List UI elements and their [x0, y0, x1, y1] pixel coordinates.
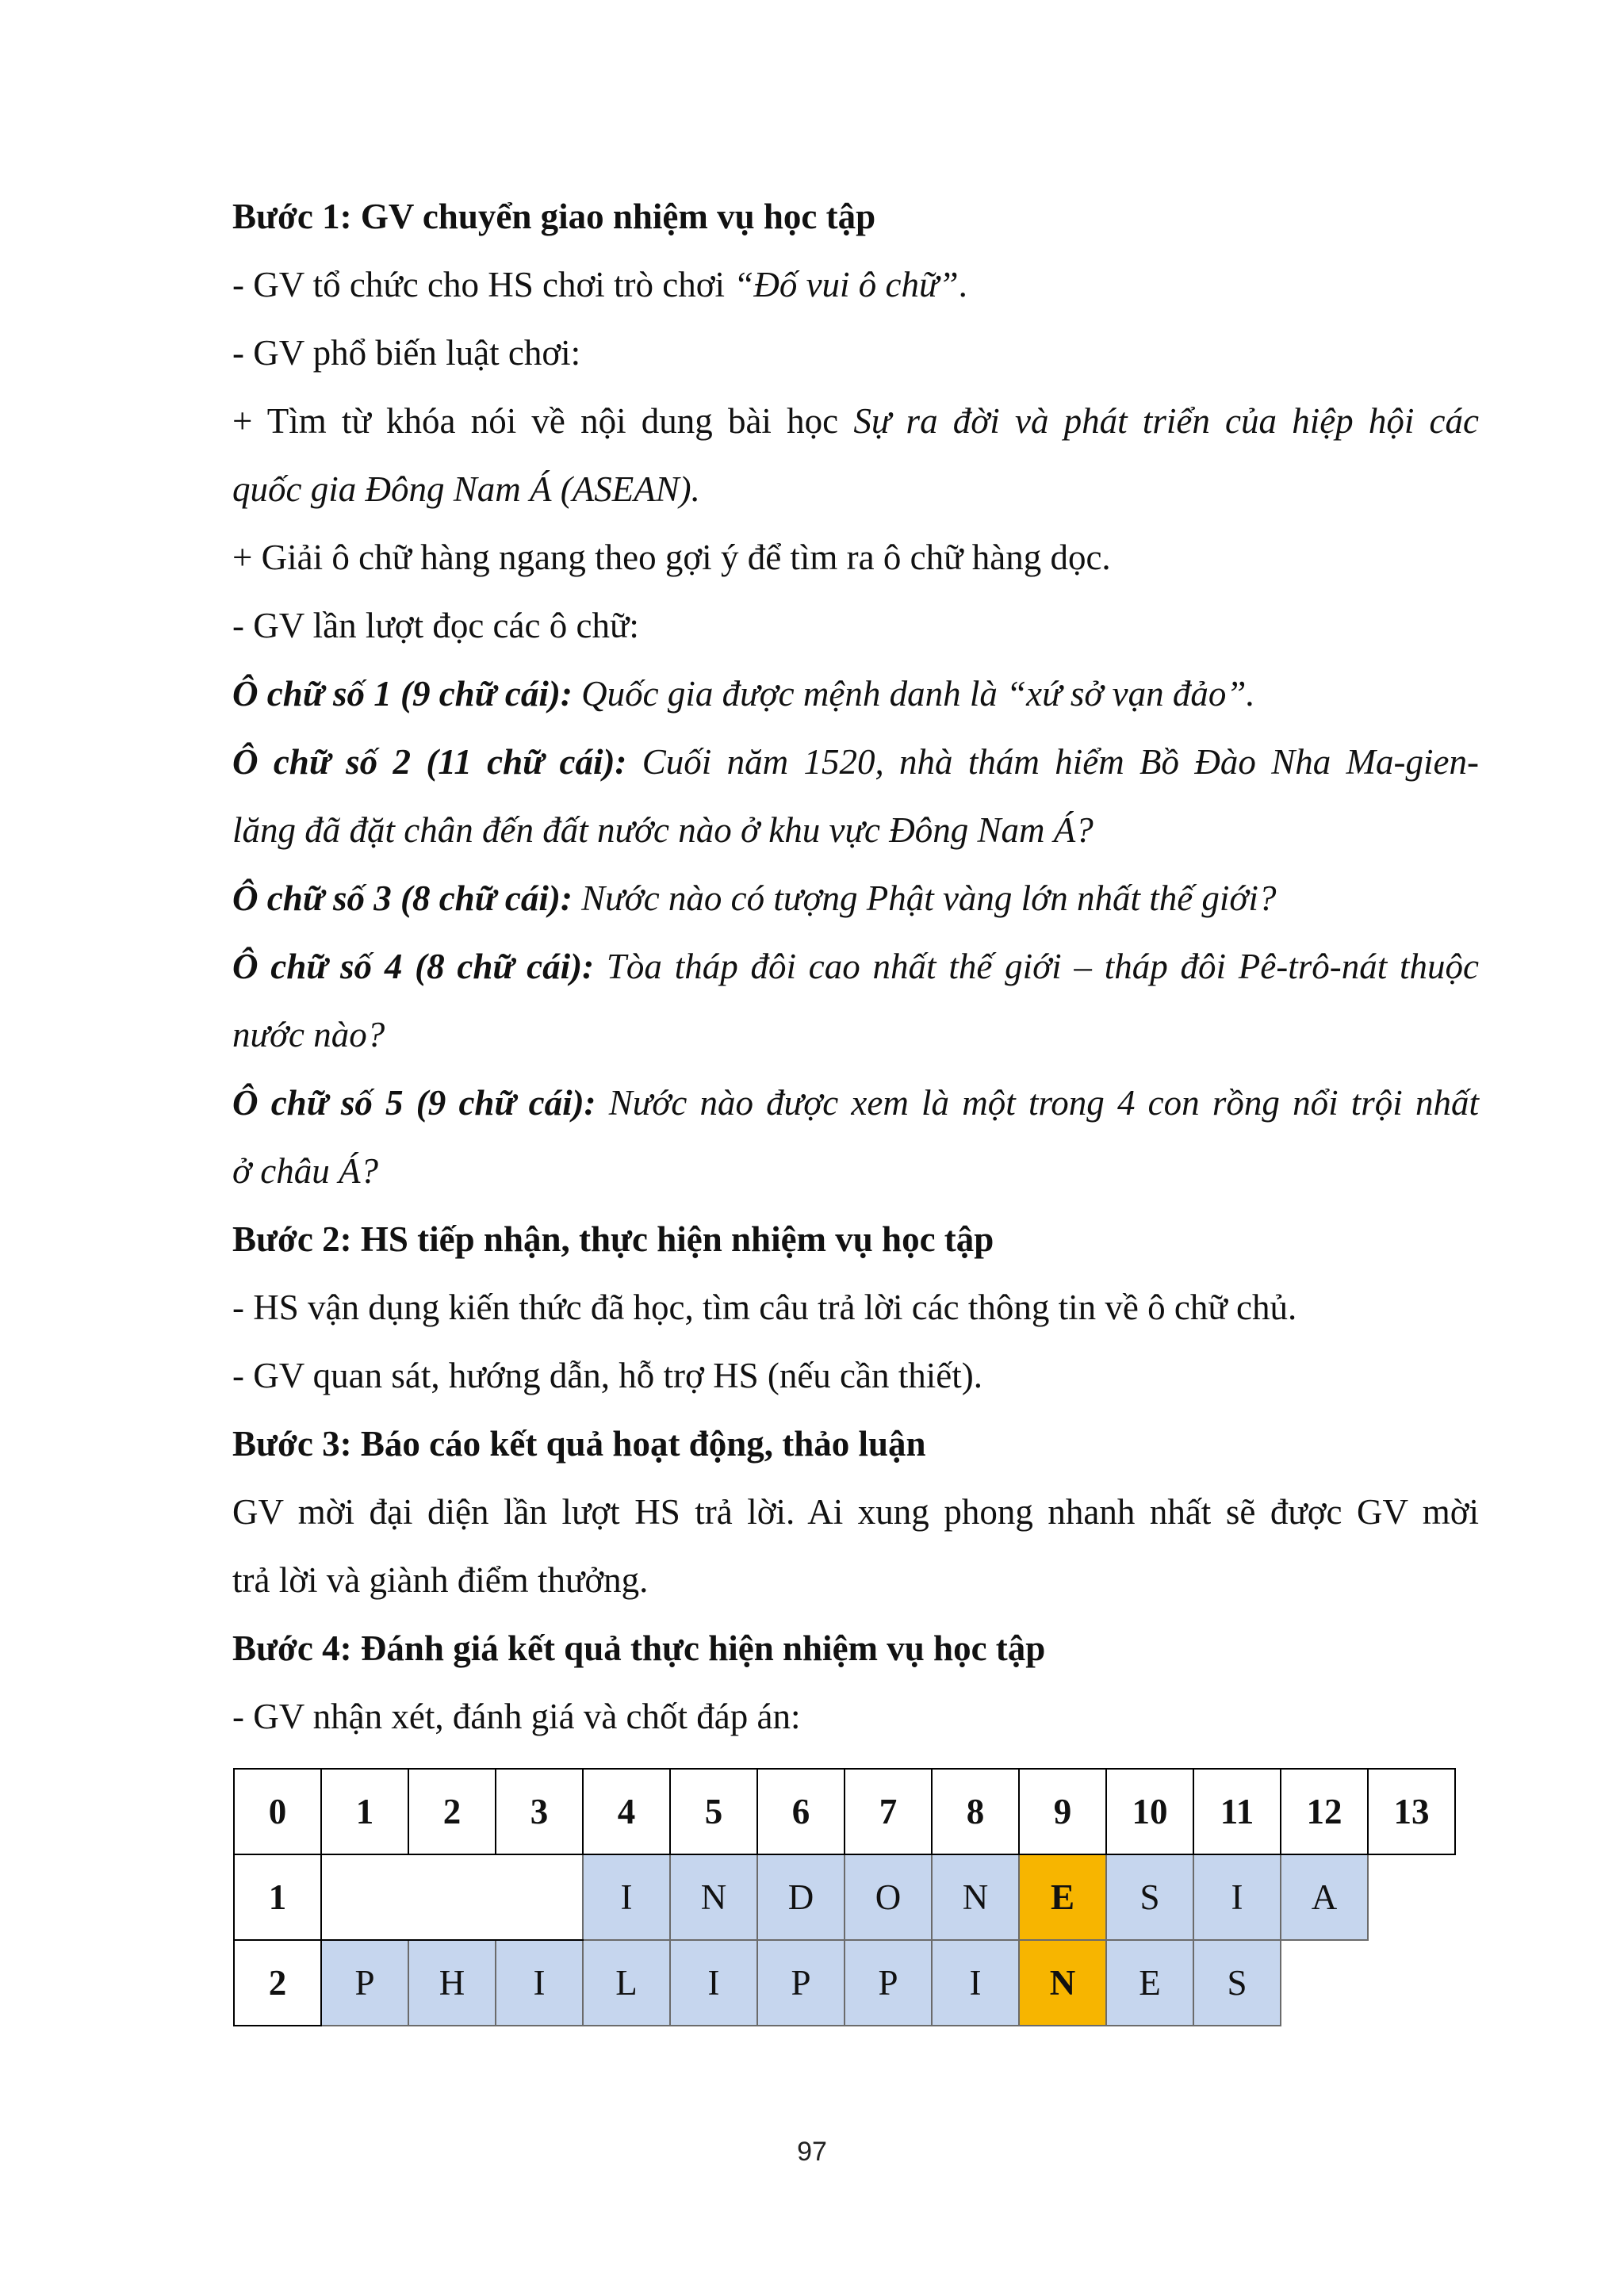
grid-header-cell: 6: [757, 1769, 845, 1854]
paragraph-line: + Giải ô chữ hàng ngang theo gợi ý để tìm ra ô chữ hàng dọc.: [232, 538, 1111, 577]
paragraph-line: - HS vận dụng kiến thức đã học, tìm câu trả lời các thông tin về ô chữ chủ.: [232, 1288, 1297, 1327]
clue-4: [232, 939, 1479, 1007]
step-2-heading: Bước 2: HS tiếp nhận, thực hiện nhiệm vụ học tập: [232, 1219, 994, 1259]
grid-header-row: [234, 1769, 1455, 1854]
grid-header-cell: 4: [583, 1769, 670, 1854]
row-number: 2: [234, 1940, 321, 2026]
page-number: 97: [797, 2137, 827, 2167]
letter-cell: H: [408, 1940, 496, 2026]
clue-3: [232, 871, 1479, 939]
grid-header-cell: 5: [670, 1769, 757, 1854]
paragraph-line: GV mời đại diện lần lượt HS trả lời. Ai xung phong nhanh nhất sẽ được GV mời: [232, 1492, 1479, 1532]
clue-label: Ô chữ số 5 (9 chữ cái):: [232, 1083, 596, 1123]
lesson-title: Sự ra đời và phát triển của hiệp hội các: [853, 401, 1480, 441]
clue-5-continued: ở châu Á?: [232, 1151, 378, 1191]
grid-header-cell: 9: [1019, 1769, 1106, 1854]
clue-label: Ô chữ số 3 (8 chữ cái):: [232, 878, 573, 918]
empty-cell: [408, 1854, 496, 1940]
letter-cell: D: [757, 1854, 845, 1940]
clue-label: Ô chữ số 4 (8 chữ cái):: [232, 947, 595, 986]
grid-header-cell: 10: [1106, 1769, 1193, 1854]
letter-cell: P: [845, 1940, 932, 2026]
letter-cell: P: [321, 1940, 408, 2026]
grid-header-cell: 11: [1193, 1769, 1281, 1854]
grid-header-cell: 3: [496, 1769, 583, 1854]
text-span: - GV tổ chức cho HS chơi trò chơi: [232, 265, 734, 304]
letter-cell: N: [932, 1854, 1019, 1940]
step-1-heading: Bước 1: GV chuyển giao nhiệm vụ học tập: [232, 197, 876, 236]
lesson-text: [232, 189, 1479, 1757]
empty-cell: [321, 1854, 408, 1940]
letter-cell: E: [1106, 1940, 1193, 2026]
grid-header-cell: 1: [321, 1769, 408, 1854]
text-span: .: [958, 265, 967, 304]
letter-cell: S: [1193, 1940, 1281, 2026]
paragraph-line: quốc gia Đông Nam Á (ASEAN).: [232, 469, 700, 509]
grid-header-cell: 12: [1281, 1769, 1368, 1854]
step-4-heading: Bước 4: Đánh giá kết quả thực hiện nhiệm vụ học tập: [232, 1628, 1046, 1668]
empty-cell: [1281, 1940, 1368, 2026]
grid-header-cell: 0: [234, 1769, 321, 1854]
clue-text: Quốc gia được mệnh danh là “xứ sở vạn đảo”.: [572, 674, 1255, 714]
clue-text: Nước nào có tượng Phật vàng lớn nhất thế giới?: [572, 878, 1277, 918]
letter-cell: I: [932, 1940, 1019, 2026]
key-letter-cell: N: [1019, 1940, 1106, 2026]
paragraph-line: [232, 257, 1479, 325]
paragraph-line: - GV lần lượt đọc các ô chữ:: [232, 606, 639, 645]
clue-2-continued: lăng đã đặt chân đến đất nước nào ở khu vực Đông Nam Á?: [232, 810, 1094, 850]
text-span: + Tìm từ khóa nói về nội dung bài học: [232, 401, 854, 441]
grid-row-1: [234, 1854, 1455, 1940]
key-letter-cell: E: [1019, 1854, 1106, 1940]
clue-label: Ô chữ số 2 (11 chữ cái):: [232, 742, 627, 782]
clue-2: [232, 734, 1479, 802]
row-number: 1: [234, 1854, 321, 1940]
letter-cell: I: [1193, 1854, 1281, 1940]
grid-header-cell: 8: [932, 1769, 1019, 1854]
empty-cell: [1368, 1940, 1455, 2026]
paragraph-line: [232, 393, 1479, 461]
grid-header-cell: 7: [845, 1769, 932, 1854]
clue-5: [232, 1075, 1479, 1143]
clue-text: Tòa tháp đôi cao nhất thế giới – tháp đôi Pê-trô-nát thuộc: [594, 947, 1479, 986]
letter-cell: L: [583, 1940, 670, 2026]
clue-1: [232, 666, 1479, 734]
step-3-heading: Bước 3: Báo cáo kết quả hoạt động, thảo luận: [232, 1424, 926, 1464]
letter-cell: P: [757, 1940, 845, 2026]
letter-cell: N: [670, 1854, 757, 1940]
empty-cell: [1368, 1854, 1455, 1940]
clue-text: Nước nào được xem là một trong 4 con rồng nổi trội nhất: [596, 1083, 1479, 1123]
grid-header-cell: 13: [1368, 1769, 1455, 1854]
paragraph-line: - GV quan sát, hướng dẫn, hỗ trợ HS (nếu cần thiết).: [232, 1356, 982, 1395]
letter-cell: O: [845, 1854, 932, 1940]
paragraph-line: - GV nhận xét, đánh giá và chốt đáp án:: [232, 1697, 801, 1736]
paragraph-line: - GV phổ biến luật chơi:: [232, 333, 581, 373]
paragraph-line: trả lời và giành điểm thưởng.: [232, 1560, 649, 1600]
letter-cell: I: [496, 1940, 583, 2026]
empty-cell: [496, 1854, 583, 1940]
game-name: “Đố vui ô chữ”: [733, 265, 959, 304]
clue-text: Cuối năm 1520, nhà thám hiểm Bồ Đào Nha Ma-gien-: [626, 742, 1479, 782]
clue-4-continued: nước nào?: [232, 1015, 385, 1054]
letter-cell: I: [583, 1854, 670, 1940]
letter-cell: I: [670, 1940, 757, 2026]
letter-cell: A: [1281, 1854, 1368, 1940]
letter-cell: S: [1106, 1854, 1193, 1940]
crossword-grid: [233, 1768, 1456, 2026]
grid-header-cell: 2: [408, 1769, 496, 1854]
grid-row-2: [234, 1940, 1455, 2026]
clue-label: Ô chữ số 1 (9 chữ cái):: [232, 674, 573, 714]
